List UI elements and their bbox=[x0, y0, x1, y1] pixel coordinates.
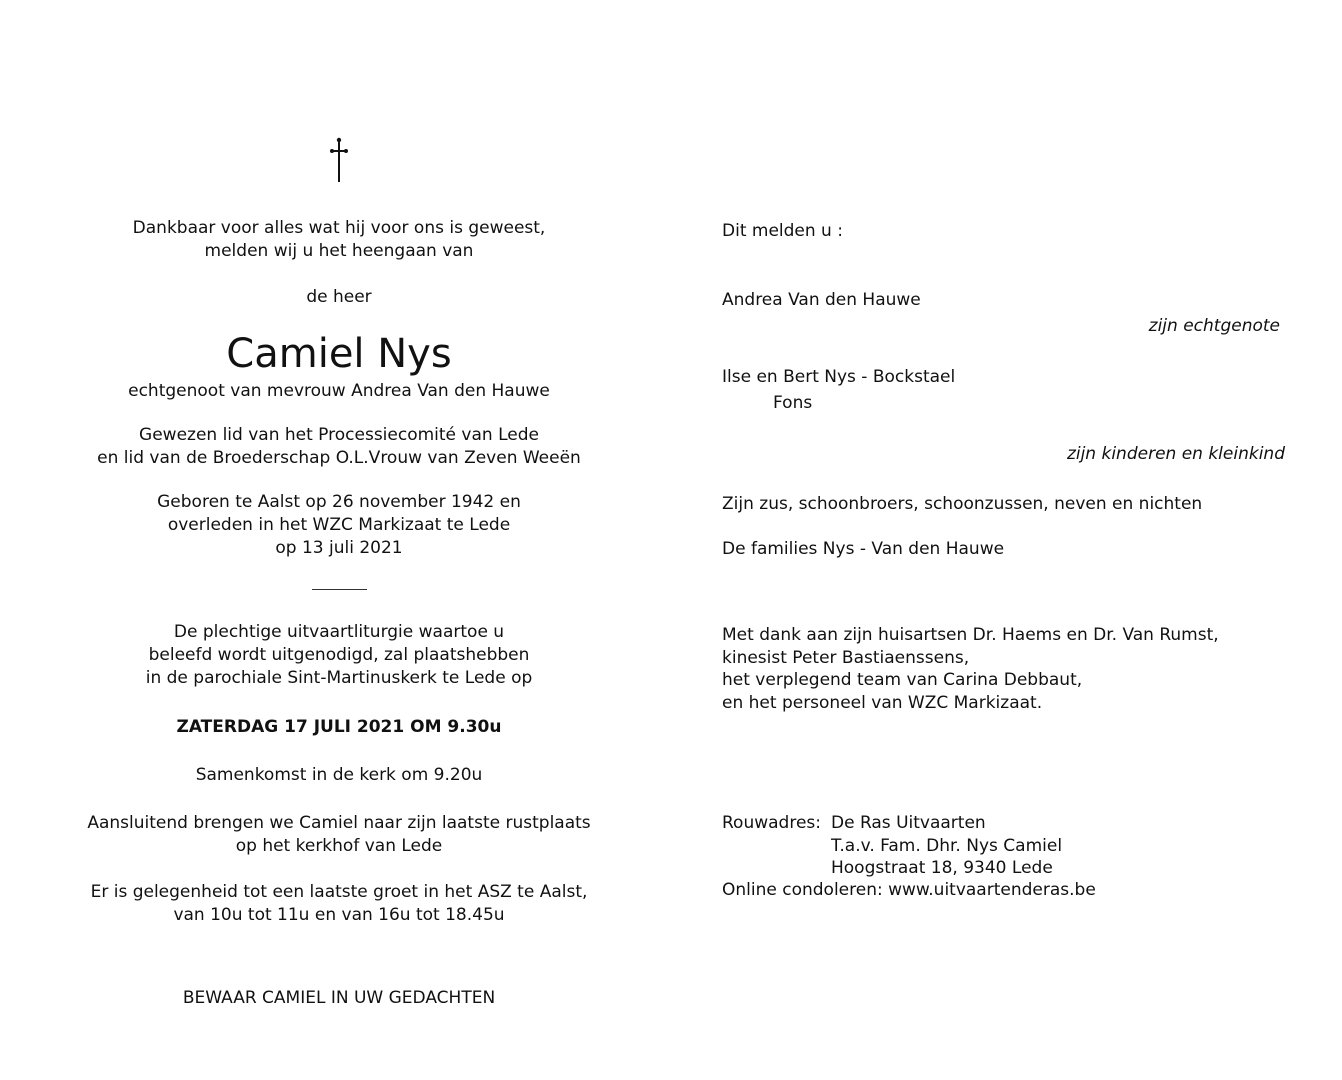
address-line-3: Hoogstraat 18, 9340 Lede bbox=[831, 858, 1053, 878]
liturgy-line-1: De plechtige uitvaartliturgie waartoe u bbox=[173, 622, 505, 642]
announce: Dit melden u : bbox=[722, 221, 843, 241]
spouse-line: echtgenoot van mevrouw Andrea Van den Hauwe bbox=[128, 381, 550, 401]
membership bbox=[0, 424, 678, 470]
address-label: Rouwadres: bbox=[722, 813, 821, 833]
intro-line-1: Dankbaar voor alles wat hij voor ons is geweest, bbox=[132, 218, 546, 238]
intro-line-2: melden wij u het heengaan van bbox=[204, 241, 474, 261]
membership-line-2: en lid van de Broederschap O.L.Vrouw van Zeven Weeën bbox=[97, 448, 581, 468]
thanks-line-4: en het personeel van WZC Markizaat. bbox=[722, 692, 1043, 713]
deceased-name: Camiel Nys bbox=[226, 331, 452, 377]
address-line-1: De Ras Uitvaarten bbox=[831, 813, 986, 833]
thanks-line-1: Met dank aan zijn huisartsen Dr. Haems en Dr. Van Rumst, bbox=[722, 625, 1219, 645]
burial-line-1: Aansluitend brengen we Camiel naar zijn laatste rustplaats bbox=[87, 813, 591, 833]
children: Ilse en Bert Nys - Bockstael bbox=[722, 367, 956, 387]
liturgy-line-2: beleefd wordt uitgenodigd, zal plaatshebben bbox=[148, 645, 530, 665]
service-date: ZATERDAG 17 JULI 2021 OM 9.30u bbox=[176, 717, 502, 737]
address-line-2: T.a.v. Fam. Dhr. Nys Camiel bbox=[831, 835, 1063, 856]
liturgy-line-3: in de parochiale Sint-Martinuskerk te Lede op bbox=[145, 668, 533, 688]
membership-line-1: Gewezen lid van het Processiecomité van Lede bbox=[139, 425, 539, 445]
burial bbox=[0, 812, 678, 858]
cross-icon bbox=[329, 136, 349, 184]
liturgy bbox=[0, 621, 678, 690]
children-role: zijn kinderen en kleinkind bbox=[1066, 444, 1285, 464]
spouse-role: zijn echtgenote bbox=[1148, 316, 1280, 336]
address bbox=[831, 812, 1062, 880]
birth-death-line-2: overleden in het WZC Markizaat te Lede bbox=[167, 515, 511, 535]
intro bbox=[0, 217, 678, 263]
farewell-line-1: Er is gelegenheid tot een laatste groet in het ASZ te Aalst, bbox=[90, 882, 588, 902]
spouse-name: Andrea Van den Hauwe bbox=[722, 290, 921, 310]
farewell-line-2: van 10u tot 11u en van 16u tot 18.45u bbox=[173, 905, 505, 925]
thanks-line-2: kinesist Peter Bastiaenssens, bbox=[722, 647, 970, 668]
grandchild: Fons bbox=[773, 393, 813, 413]
birth-death-line-3: op 13 juli 2021 bbox=[275, 538, 403, 558]
families: De families Nys - Van den Hauwe bbox=[722, 539, 1005, 559]
divider bbox=[312, 589, 367, 590]
closing-line: BEWAAR CAMIEL IN UW GEDACHTEN bbox=[182, 988, 496, 1008]
honorific: de heer bbox=[306, 287, 372, 307]
birth-death bbox=[0, 491, 678, 560]
burial-line-2: op het kerkhof van Lede bbox=[235, 836, 443, 856]
birth-death-line-1: Geboren te Aalst op 26 november 1942 en bbox=[157, 492, 521, 512]
gathering-time: Samenkomst in de kerk om 9.20u bbox=[195, 765, 483, 785]
online-condolence[interactable]: Online condoleren: www.uitvaartenderas.be bbox=[722, 880, 1096, 900]
thanks bbox=[722, 624, 1219, 714]
farewell bbox=[0, 881, 678, 927]
relatives: Zijn zus, schoonbroers, schoonzussen, neven en nichten bbox=[722, 494, 1203, 514]
thanks-line-3: het verplegend team van Carina Debbaut, bbox=[722, 670, 1083, 690]
